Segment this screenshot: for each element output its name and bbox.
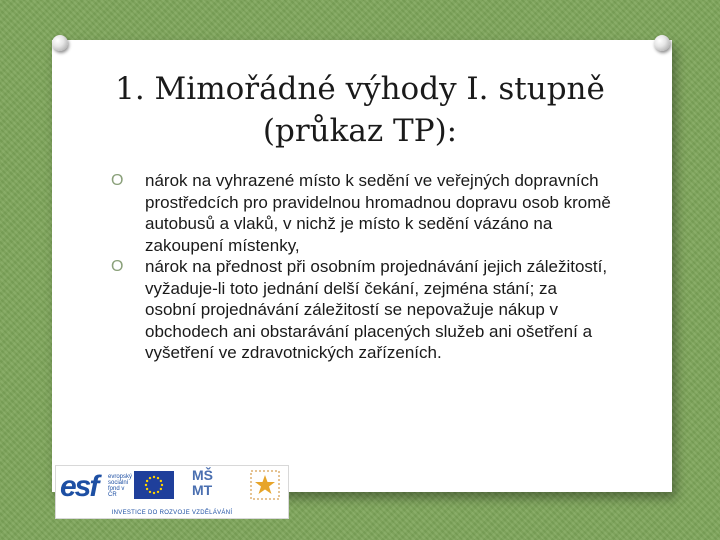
slide-title bbox=[60, 68, 660, 152]
bullet-text: nárok na přednost při osobním projednávání jejich záležitostí, vyžaduje-li toto jednání delší čekání, zejména stání; za osobní projednávání záležitostí se nepovažuje nákup v obchodech ani obstarávání placených služeb ani ošetření a vyšetření ve zdravotnických zařízeních. bbox=[145, 257, 608, 362]
pushpin-icon bbox=[654, 35, 670, 51]
bullet-icon: O bbox=[111, 172, 124, 189]
eu-flag-icon bbox=[134, 471, 174, 499]
msmt-logo: MŠ MT bbox=[192, 467, 213, 498]
pushpin-icon bbox=[52, 35, 68, 51]
logo-strip bbox=[55, 465, 289, 519]
bullet-list bbox=[111, 170, 611, 364]
title-line-1: 1. Mimořádné výhody I. stupně bbox=[115, 71, 605, 107]
bullet-item bbox=[111, 256, 611, 364]
logo-footer-text: INVESTICE DO ROZVOJE VZDĚLÁVÁNÍ bbox=[111, 510, 233, 516]
title-line-2: (průkaz TP): bbox=[262, 113, 458, 149]
esf-logo-subtitle: evropský sociální fond v ČR bbox=[108, 474, 133, 498]
bullet-text: nárok na vyhrazené místo k sedění ve veřejných dopravních prostředcích pro pravidelnou hromadnou dopravu osob kromě autobusů a vlaků, v nichž je místo k sedění vázáno na zakoupení místenky, bbox=[145, 171, 611, 255]
bullet-item bbox=[111, 170, 611, 256]
bullet-icon: O bbox=[111, 258, 124, 275]
star-logo-icon bbox=[250, 470, 280, 500]
esf-logo: esf bbox=[60, 470, 98, 503]
